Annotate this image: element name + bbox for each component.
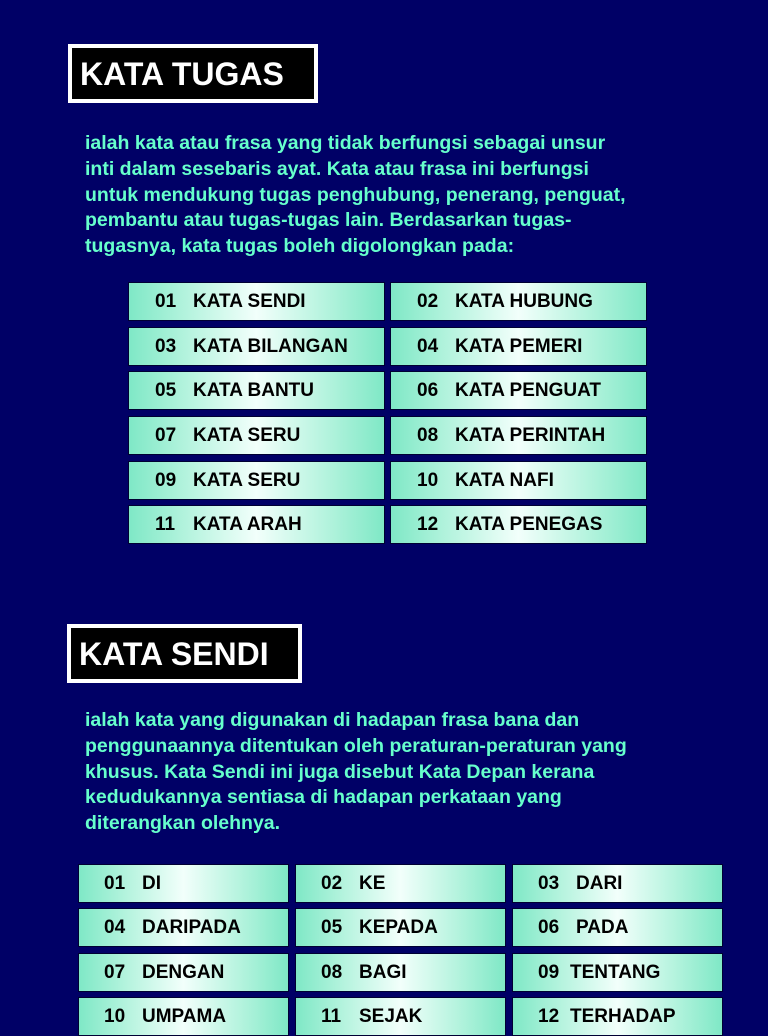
item-label: KATA ARAH xyxy=(193,513,302,535)
item-label: SEJAK xyxy=(359,1005,423,1027)
item-number: 06 xyxy=(417,379,439,401)
word-item xyxy=(512,908,723,947)
category-item xyxy=(390,505,647,544)
category-item xyxy=(390,371,647,410)
item-label: KATA SERU xyxy=(193,424,301,446)
item-number: 01 xyxy=(155,290,177,312)
item-label: DI xyxy=(142,872,161,894)
category-item xyxy=(128,505,385,544)
item-number: 06 xyxy=(538,916,560,938)
word-item xyxy=(78,864,289,903)
word-item xyxy=(295,864,506,903)
para-line: pembantu atau tugas-tugas lain. Berdasarkan tugas- xyxy=(85,209,572,232)
item-number: 11 xyxy=(155,513,176,535)
category-item xyxy=(390,327,647,366)
item-label: DARIPADA xyxy=(142,916,241,938)
word-item xyxy=(78,908,289,947)
category-item xyxy=(128,282,385,321)
para-line: ialah kata atau frasa yang tidak berfungsi sebagai unsur xyxy=(85,132,606,154)
kata-tugas-description xyxy=(85,131,705,260)
item-number: 02 xyxy=(321,872,343,894)
item-number: 03 xyxy=(155,335,177,357)
word-item xyxy=(295,997,506,1036)
item-label: KEPADA xyxy=(359,916,438,938)
category-item xyxy=(128,327,385,366)
item-label: KATA NAFI xyxy=(455,469,554,491)
word-item xyxy=(295,953,506,992)
item-label: TENTANG xyxy=(570,961,661,983)
section-title-text: KATA SENDI xyxy=(79,635,269,672)
item-number: 10 xyxy=(104,1005,126,1027)
item-label: KATA PEMERI xyxy=(455,335,583,357)
item-label: KE xyxy=(359,872,386,894)
item-label: KATA SERU xyxy=(193,469,301,491)
item-number: 11 xyxy=(321,1005,342,1027)
item-label: KATA PENGUAT xyxy=(455,379,602,401)
word-item xyxy=(78,997,289,1036)
category-item xyxy=(128,371,385,410)
item-label: KATA SENDI xyxy=(193,290,306,312)
item-number: 02 xyxy=(417,290,439,312)
item-label: KATA PENEGAS xyxy=(455,513,603,535)
item-label: KATA HUBUNG xyxy=(455,290,593,312)
item-number: 10 xyxy=(417,469,439,491)
item-label: DENGAN xyxy=(142,961,225,983)
item-label: KATA PERINTAH xyxy=(455,424,606,446)
para-line: ialah kata yang digunakan di hadapan frasa bana dan xyxy=(85,709,580,731)
para-line: diterangkan olehnya. xyxy=(85,812,281,835)
item-number: 05 xyxy=(321,916,343,938)
word-item xyxy=(512,953,723,992)
item-label: BAGI xyxy=(359,961,407,983)
category-item xyxy=(390,416,647,455)
item-label: DARI xyxy=(576,872,623,894)
para-line: penggunaannya ditentukan oleh peraturan-peraturan yang xyxy=(85,734,627,757)
word-item xyxy=(78,953,289,992)
para-line: tugasnya, kata tugas boleh digolongkan pada: xyxy=(85,235,515,258)
item-label: KATA BANTU xyxy=(193,379,315,401)
kata-sendi-description xyxy=(85,708,705,837)
word-item xyxy=(512,864,723,903)
para-line: untuk mendukung tugas penghubung, penerang, penguat, xyxy=(85,183,626,206)
item-number: 08 xyxy=(321,961,343,983)
para-line: khusus. Kata Sendi ini juga disebut Kata Depan kerana xyxy=(85,760,595,783)
section-title-kata-sendi xyxy=(67,624,302,683)
item-label: TERHADAP xyxy=(570,1005,676,1027)
section-title-text: KATA TUGAS xyxy=(80,55,284,92)
item-label: KATA BILANGAN xyxy=(193,335,348,357)
item-number: 09 xyxy=(538,961,560,983)
item-label: UMPAMA xyxy=(142,1005,227,1027)
word-item xyxy=(295,908,506,947)
category-item xyxy=(390,282,647,321)
para-line: kedudukannya sentiasa di hadapan perkataan yang xyxy=(85,786,562,809)
item-number: 04 xyxy=(104,916,126,938)
item-number: 12 xyxy=(538,1005,560,1027)
category-item xyxy=(128,461,385,500)
item-number: 08 xyxy=(417,424,439,446)
category-item xyxy=(390,461,647,500)
para-line: inti dalam sesebaris ayat. Kata atau frasa ini berfungsi xyxy=(85,157,589,180)
item-number: 05 xyxy=(155,379,177,401)
item-number: 12 xyxy=(417,513,439,535)
section-title-kata-tugas xyxy=(68,44,318,103)
item-number: 03 xyxy=(538,872,560,894)
item-number: 07 xyxy=(155,424,177,446)
item-number: 07 xyxy=(104,961,126,983)
item-number: 04 xyxy=(417,335,439,357)
item-label: PADA xyxy=(576,916,629,938)
item-number: 01 xyxy=(104,872,126,894)
word-item xyxy=(512,997,723,1036)
category-item xyxy=(128,416,385,455)
item-number: 09 xyxy=(155,469,177,491)
